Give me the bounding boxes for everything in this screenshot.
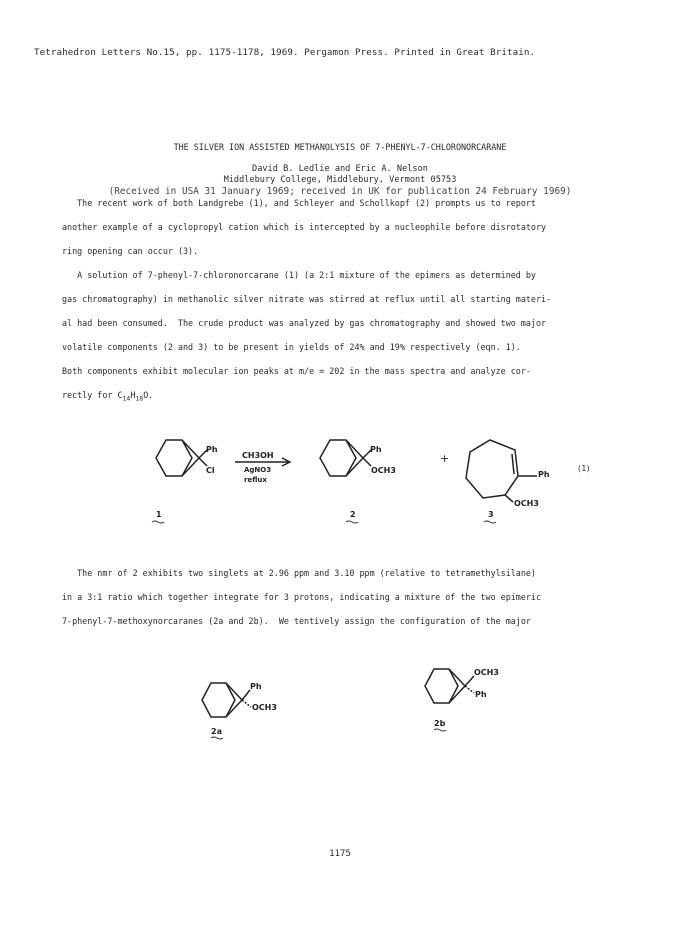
para1-line: another example of a cyclopropyl cation which is intercepted by a nucleophile before disrotatory <box>62 222 547 232</box>
label-och3: OCH3 <box>474 668 499 677</box>
reagent-agno3: AgNO3 <box>244 466 272 474</box>
formula-sub-h: 18 <box>135 394 144 403</box>
para3-line: in a 3:1 ratio which together integrate for 3 protons, indicating a mixture of the two epimeric <box>62 592 542 602</box>
para3-line: The nmr of 2 exhibits two singlets at 2.96 ppm and 3.10 ppm (relative to tetramethylsilane) <box>62 568 536 578</box>
label-ph: Ph <box>538 470 550 479</box>
label-ph: Ph <box>250 682 262 691</box>
received-dates: (Received in USA 31 January 1969; received in UK for publication 24 February 1969) <box>108 186 572 197</box>
para2-line: gas chromatography) in methanolic silver nitrate was stirred at reflux until all starting materi- <box>62 294 552 304</box>
article-title: THE SILVER ION ASSISTED METHANOLYSIS OF 7-PHENYL-7-CHLORONORCARANE <box>173 142 507 152</box>
para2-line: Both components exhibit molecular ion peaks at m/e = 202 in the mass spectra and analyze cor- <box>62 366 531 376</box>
formula-prefix: rectly for C <box>62 390 123 400</box>
label-ph: Ph <box>370 445 382 454</box>
compound-label-2: 2 <box>350 510 356 519</box>
label-tilde <box>484 521 496 523</box>
compound-label-2b: 2b <box>434 719 446 728</box>
label-ph: Ph <box>206 445 218 454</box>
label-cl: Cl <box>206 466 215 475</box>
hashed-bond <box>242 700 251 707</box>
reagent-ch3oh: CH3OH <box>242 451 274 460</box>
label-och3: OCH3 <box>252 703 277 712</box>
para2-line: volatile components (2 and 3) to be present in yields of 24% and 19% respectively (eqn. 1). <box>62 342 521 352</box>
compound-label-2a: 2a <box>211 727 222 736</box>
label-tilde <box>434 729 446 731</box>
compound-label-3: 3 <box>488 510 494 519</box>
para2-line: A solution of 7-phenyl-7-chloronorcarane (1) (a 2:1 mixture of the epimers as determined by <box>62 270 536 280</box>
bond-to-ph <box>242 690 250 700</box>
para1-line: ring opening can occur (3). <box>62 246 199 256</box>
formula-h: H <box>130 390 136 400</box>
equation-number: (1) <box>577 464 591 473</box>
formula-suffix: O. <box>143 390 154 400</box>
para2-line: al had been consumed. The crude product was analyzed by gas chromatography and showed two major <box>62 318 547 328</box>
hashed-bond <box>465 686 474 693</box>
plus-sign: + <box>440 452 450 465</box>
label-tilde <box>211 737 223 739</box>
label-tilde <box>152 521 164 523</box>
label-och3: OCH3 <box>514 499 539 508</box>
page-number: 1175 <box>329 849 351 859</box>
compound-label-1: 1 <box>156 510 162 519</box>
reagent-reflux: reflux <box>244 476 267 484</box>
label-tilde <box>346 521 358 523</box>
authors: David B. Ledlie and Eric A. Nelson <box>252 164 428 174</box>
label-och3: OCH3 <box>371 466 396 475</box>
para3-line: 7-phenyl-7-methoxynorcaranes (2a and 2b). We tentively assign the configuration of the major <box>62 616 531 626</box>
affiliation: Middlebury College, Middlebury, Vermont 05753 <box>223 175 457 185</box>
para1-line: The recent work of both Landgrebe (1), and Schleyer and Schollkopf (2) prompts us to report <box>62 198 536 208</box>
bond-to-och3 <box>465 676 474 686</box>
label-ph: Ph <box>475 690 487 699</box>
cycloheptene-ring <box>466 440 518 498</box>
bond-to-och3 <box>363 458 371 466</box>
bond-to-och3 <box>505 495 513 502</box>
journal-header: Tetrahedron Letters No.15, pp. 1175-1178, 1969. Pergamon Press. Printed in Great Britain. <box>34 47 536 58</box>
bond-to-cl <box>199 458 207 466</box>
formula-sub-c: 14 <box>122 394 131 403</box>
double-bond-inner <box>512 454 514 474</box>
